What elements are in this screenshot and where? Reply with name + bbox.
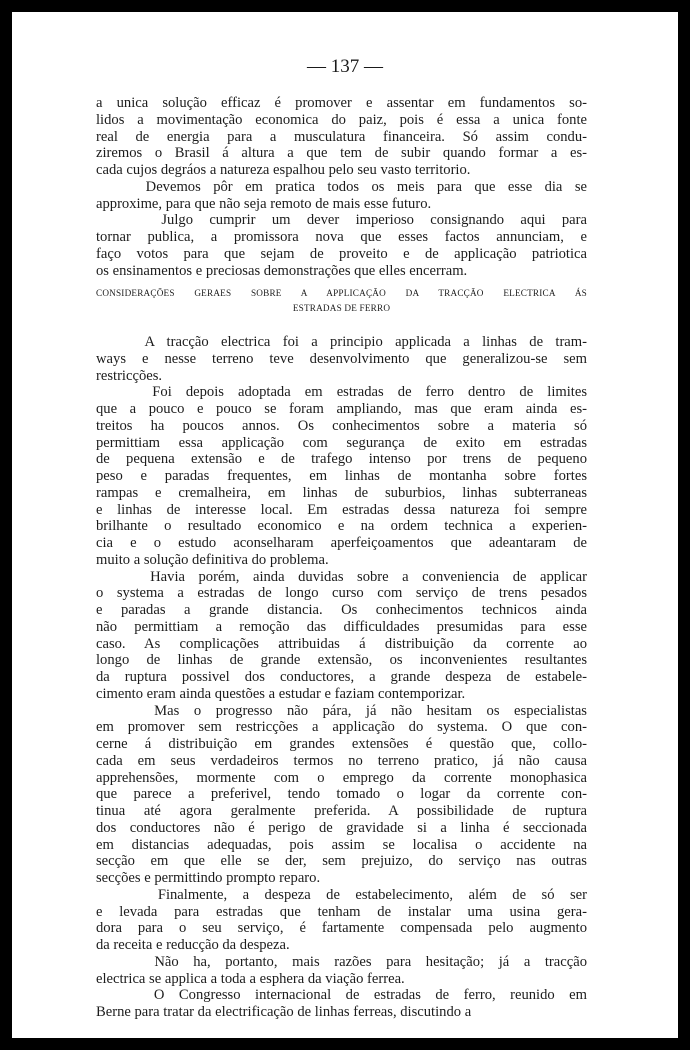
heading-line: CONSIDERAÇÕES GERAES SOBRE A APPLICAÇÃO DA TRACÇÃO ELECTRICA ÁS	[96, 288, 587, 298]
text-line: em promover sem restricções a applicação do systema. O que con-	[96, 719, 587, 736]
text-line: dora para o seu serviço, é fartamente compensada pelo augmento	[96, 920, 587, 937]
text-line: Julgo cumprir um dever imperioso consignando aqui para	[96, 212, 587, 229]
section-heading	[96, 286, 587, 316]
page-number: — 137 —	[307, 56, 383, 77]
text-line: tinua até agora geralmente preferida. A possibilidade de ruptura	[96, 803, 587, 819]
text-line: electrica se applica a toda a esphera da viação ferrea.	[96, 970, 405, 987]
text-line: que a pouco e pouco se foram ampliando, mas que eram ainda es-	[96, 401, 587, 417]
text-line: Devemos pôr em pratica todos os meis para que esse dia se	[96, 178, 587, 195]
text-line: em distancias adequadas, pois assim se localisa o accidente na	[96, 836, 587, 853]
text-line: que parece a preferivel, tendo tomado o logar da corrente con-	[96, 786, 587, 803]
text-line: Finalmente, a despeza de estabelecimento, além de só ser	[96, 886, 587, 903]
text-line: da receita e reducção da despeza.	[96, 937, 290, 953]
text-line: ziremos o Brasil á altura a que tem de subir quando formar a es-	[96, 145, 587, 162]
text-line: ways e nesse terreno teve desenvolvimento que generalizou-se sem	[96, 350, 587, 367]
text-line: Não ha, portanto, mais razões para hesitação; já a tracção	[96, 953, 587, 970]
text-line: os ensinamentos e preciosas demonstrações que elles encerram.	[96, 262, 468, 279]
text-line: Havia porém, ainda duvidas sobre a conveniencia de applicar	[96, 568, 587, 585]
text-line: caso. As complicações attribuidas á distribuição da corrente ao	[96, 635, 587, 652]
text-line: O Congresso internacional de estradas de ferro, reunido em	[96, 987, 587, 1004]
text-line: cerne á distribuição em grandes extensões é questão que, collo-	[96, 736, 587, 752]
text-line: Berne para tratar da electrificação de linhas ferreas, discutindo a	[96, 1004, 472, 1020]
text-line: muito a solução definitiva do problema.	[96, 551, 329, 568]
intro-paragraphs	[96, 95, 587, 279]
text-line: o systema a estradas de longo curso com serviço de trens pesados	[96, 585, 587, 602]
text-line: não permittiam a remoção das difficuldades presumidas para esse	[96, 618, 587, 635]
text-line: a unica solução efficaz é promover e assentar em fundamentos so-	[96, 95, 587, 111]
text-line: rampas e cremalheira, em linhas de suburbios, linhas subterraneas	[96, 484, 587, 501]
text-line: dos conductores não é perigo de gravidade si a linha é seccionada	[96, 819, 587, 836]
text-line: approxime, para que não seja remoto de mais esse futuro.	[96, 195, 432, 212]
text-line: Mas o progresso não pára, já não hesitam os especialistas	[96, 702, 587, 719]
text-line: apprehensões, mormente com o emprego da corrente monophasica	[96, 769, 587, 786]
text-line: peso e paradas frequentes, em linhas de montanha sobre fortes	[96, 468, 587, 484]
text-line: cada em seus verdadeiros termos no terreno pratico, já não causa	[96, 752, 587, 769]
text-line: e paradas a grande distancia. Os conhecimentos technicos ainda	[96, 602, 587, 618]
text-line: secção em que elle se der, sem prejuizo, do serviço nas outras	[96, 853, 587, 870]
text-line: cada cujos degráos a natureza espalhou pelo seu vasto territorio.	[96, 162, 471, 178]
text-line: faço votos para que sejam de proveito e de applicação patriotica	[96, 245, 587, 262]
text-line: restricções.	[96, 367, 163, 384]
text-line: e linhas de interesse local. Em estradas dessa natureza foi sempre	[96, 501, 587, 518]
section-body	[96, 334, 587, 1021]
text-line: Foi depois adoptada em estradas de ferro dentro de limites	[96, 384, 587, 401]
text-line: longo de linhas de grande extensão, os inconvenientes resultantes	[96, 652, 587, 669]
text-line: cia e o estudo aconselharam aperfeiçoamentos que adeantaram de	[96, 535, 587, 551]
text-line: tornar publica, a promissora nova que esses factos annunciam, e	[96, 229, 587, 245]
text-line: brilhante o resultado economico e na ordem technica a experien-	[96, 518, 587, 535]
text-line: da ruptura possivel dos conductores, a grande despeza de estabele-	[96, 669, 587, 685]
text-line: secções e permittindo prompto reparo.	[96, 870, 321, 886]
text-line: lidos a movimentação economica do paiz, pois é essa a unica fonte	[96, 111, 587, 128]
text-line: e levada para estradas que tenham de instalar uma usina gera-	[96, 903, 587, 920]
text-line: real de energia para a musculatura financeira. Só assim condu-	[96, 128, 587, 145]
text-line: A tracção electrica foi a principio applicada a linhas de tram-	[96, 334, 587, 350]
text-line: cimento eram ainda questões a estudar e faziam contemporizar.	[96, 685, 466, 702]
text-line: treitos ha poucos annos. Os conhecimentos sobre a materia só	[96, 417, 587, 434]
heading-line: ESTRADAS DE FERRO	[292, 303, 391, 313]
book-page	[12, 12, 678, 1038]
text-line: permittiam essa applicação com segurança de exito em estradas	[96, 434, 587, 451]
text-line: de pequena extensão e de trafego intenso por trens de pequeno	[96, 451, 587, 468]
